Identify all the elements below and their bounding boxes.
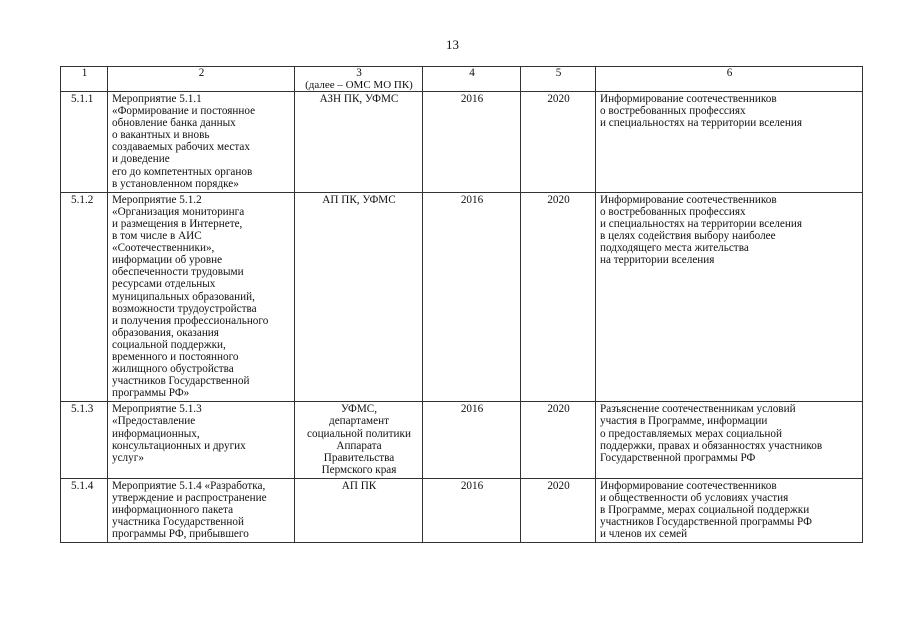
result-cell: [596, 402, 863, 479]
table-body: [61, 92, 863, 543]
result-text-line: участия в Программе, информации: [600, 415, 768, 428]
event-text-line: участника Государственной: [112, 516, 244, 529]
event-text-line: муниципальных образований,: [112, 290, 255, 303]
event-text-line: утверждение и распространение: [112, 492, 267, 504]
end-year: 2020: [521, 192, 596, 402]
event-text-line: Мероприятие 5.1.2: [112, 193, 202, 206]
page-number: 13: [446, 37, 459, 52]
end-year: 2020: [521, 402, 596, 479]
result-text-line: на территории вселения: [600, 254, 715, 267]
header-col-4: 4: [423, 67, 521, 92]
header-col-5: 5: [521, 67, 596, 92]
event-text-line: обновление банка данных: [112, 117, 236, 130]
event-cell: [108, 192, 295, 402]
event-text-line: «Формирование и постоянное: [112, 105, 256, 118]
event-text-line: создаваемых рабочих местах: [112, 141, 250, 154]
event-cell: [108, 92, 295, 193]
table-row: [61, 92, 863, 193]
event-text-line: «Соотечественники»,: [112, 242, 215, 255]
executor-text-line: социальной политики: [307, 427, 411, 440]
executor-text-line: Пермского края: [321, 463, 397, 476]
start-year: 2016: [423, 402, 521, 479]
executor-cell: [295, 192, 423, 402]
row-number: 5.1.2: [61, 192, 108, 402]
table-row: [61, 192, 863, 402]
result-text-line: Информирование соотечественников: [600, 93, 777, 105]
executor-text-line: АП ПК: [341, 479, 377, 492]
event-text-line: информации об уровне: [112, 254, 223, 267]
result-text-line: Разъяснение соотечественникам условий: [600, 403, 796, 416]
header-col-1: 1: [61, 67, 108, 92]
result-text-line: поддержки, правах и обязанностях участников: [600, 439, 823, 452]
event-text-line: ресурсами отдельных: [112, 278, 216, 291]
event-text-line: Мероприятие 5.1.3: [112, 403, 202, 416]
result-text-line: Информирование соотечественников: [600, 193, 777, 206]
event-text-line: информационных,: [112, 427, 200, 440]
event-cell: [108, 478, 295, 542]
result-text-line: и членов их семей: [600, 528, 688, 541]
header-col-3: [295, 67, 423, 92]
result-cell: [596, 192, 863, 402]
event-text-line: и получения профессионального: [112, 314, 269, 327]
event-text-line: «Организация мониторинга: [112, 205, 245, 218]
row-number: 5.1.3: [61, 402, 108, 479]
event-text-line: социальной поддержки,: [112, 338, 226, 351]
table-row: [61, 402, 863, 479]
start-year: 2016: [423, 478, 521, 542]
event-text-line: его до компетентных органов: [112, 165, 253, 178]
executor-text-line: Правительства: [323, 451, 395, 464]
table-header-row: [61, 67, 863, 92]
result-cell: [596, 478, 863, 542]
result-text-line: Государственной программы РФ: [600, 451, 756, 464]
result-text-line: участников Государственной программы РФ: [600, 516, 812, 529]
start-year: 2016: [423, 92, 521, 193]
executor-text-line: АП ПК, УФМС: [322, 193, 396, 206]
executor-text-line: УФМС,: [340, 403, 378, 416]
event-text-line: образования, оказания: [112, 326, 219, 339]
result-text-line: о востребованных профессиях: [600, 205, 746, 218]
header-col-3-sub: (далее – ОМС МО ПК): [305, 79, 413, 91]
executor-text-line: департамент: [329, 415, 389, 428]
end-year: 2020: [521, 92, 596, 193]
event-text-line: о вакантных и вновь: [112, 129, 210, 142]
executor-cell: [295, 478, 423, 542]
header-col-2: 2: [108, 67, 295, 92]
event-text-line: консультационных и других: [112, 439, 246, 452]
end-year: 2020: [521, 478, 596, 542]
header-col-6: 6: [596, 67, 863, 92]
event-text-line: участников Государственной: [112, 375, 250, 388]
event-cell: [108, 402, 295, 479]
executor-cell: [295, 92, 423, 193]
event-text-line: информационного пакета: [112, 504, 234, 517]
event-text-line: Мероприятие 5.1.1: [112, 93, 202, 105]
event-text-line: и доведение: [112, 153, 170, 166]
event-text-line: жилищного обустройства: [112, 363, 234, 376]
result-text-line: и общественности об условиях участия: [600, 492, 789, 504]
event-text-line: Мероприятие 5.1.4 «Разработка,: [112, 479, 266, 492]
row-number: 5.1.1: [61, 92, 108, 193]
row-number: 5.1.4: [61, 478, 108, 542]
result-text-line: о предоставляемых мерах социальной: [600, 427, 782, 440]
event-text-line: программы РФ»: [112, 387, 190, 400]
measures-table: [60, 66, 863, 543]
result-text-line: Информирование соотечественников: [600, 479, 777, 492]
event-text-line: временного и постоянного: [112, 350, 239, 363]
event-text-line: в установленном порядке»: [112, 177, 239, 190]
start-year: 2016: [423, 192, 521, 402]
event-text-line: в том числе в АИС: [112, 230, 202, 243]
result-text-line: и специальностях на территории вселения: [600, 217, 802, 230]
executor-text-line: Аппарата: [336, 439, 382, 452]
result-text-line: в целях содействия выбору наиболее: [600, 230, 776, 243]
event-text-line: и размещения в Интернете,: [112, 217, 243, 230]
event-text-line: услуг»: [112, 451, 144, 464]
event-text-line: программы РФ, прибывшего: [112, 528, 249, 541]
event-text-line: обеспеченности трудовыми: [112, 266, 244, 279]
result-text-line: подходящего места жительства: [600, 242, 749, 255]
result-text-line: о востребованных профессиях: [600, 105, 746, 118]
event-text-line: возможности трудоустройства: [112, 302, 257, 315]
result-cell: [596, 92, 863, 193]
header-col-3-label: 3: [356, 67, 362, 79]
executor-cell: [295, 402, 423, 479]
result-text-line: и специальностях на территории вселения: [600, 117, 802, 130]
executor-text-line: АЗН ПК, УФМС: [319, 93, 399, 105]
table-row: [61, 478, 863, 542]
event-text-line: «Предоставление: [112, 415, 196, 428]
result-text-line: в Программе, мерах социальной поддержки: [600, 504, 810, 517]
